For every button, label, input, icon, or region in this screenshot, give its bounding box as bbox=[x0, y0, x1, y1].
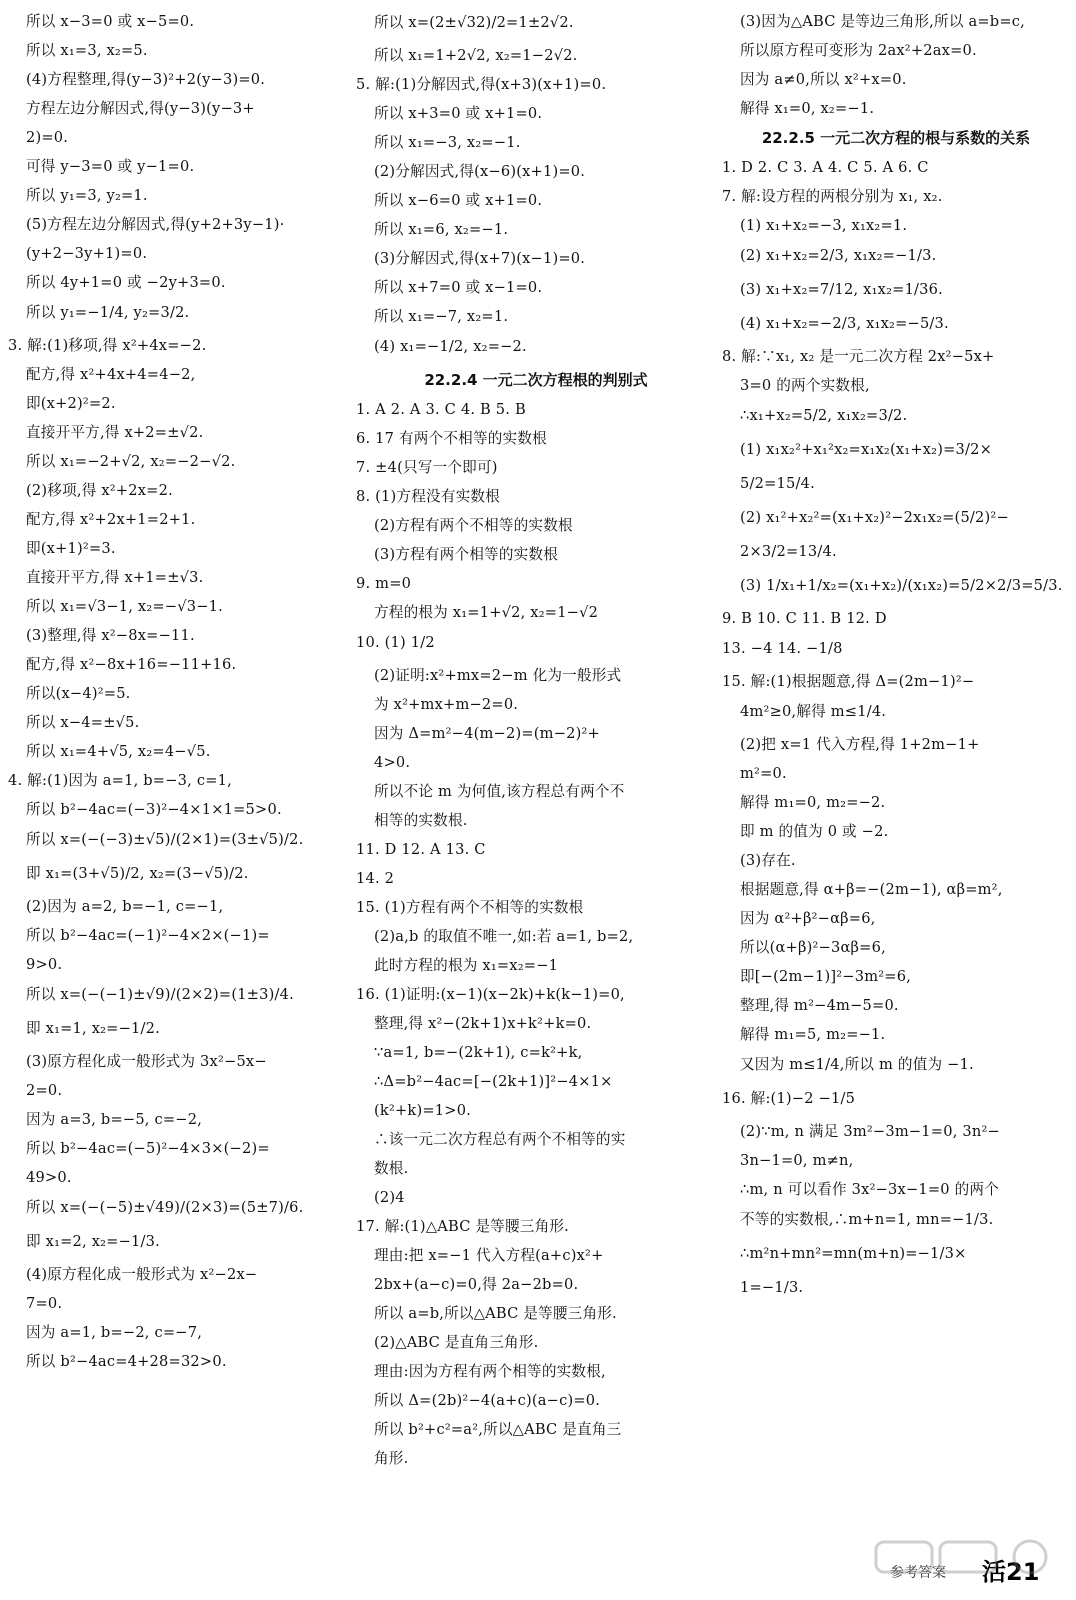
answer-line: 整理,得 x²−(2k+1)x+k²+k=0. bbox=[374, 1015, 592, 1032]
answer-line: 所以 b²−4ac=4+28=32>0. bbox=[26, 1353, 227, 1370]
answer-line: 9. m=0 bbox=[356, 575, 412, 592]
answer-line: (2)△ABC 是直角三角形. bbox=[374, 1334, 539, 1351]
answer-line: 直接开平方,得 x+2=±√2. bbox=[26, 424, 204, 441]
answer-line: 配方,得 x²−8x+16=−11+16. bbox=[26, 656, 237, 673]
answer-line: 2bx+(a−c)=0,得 2a−2b=0. bbox=[374, 1276, 579, 1293]
answer-line: 所以原方程可变形为 2ax²+2ax=0. bbox=[740, 42, 977, 59]
answer-line: 所以 x−3=0 或 x−5=0. bbox=[26, 13, 195, 30]
answer-line: (2)∵m, n 满足 3m²−3m−1=0, 3n²− bbox=[740, 1123, 1000, 1140]
answer-line: 7. ±4(只写一个即可) bbox=[356, 459, 498, 476]
footer-label: 参考答案 bbox=[890, 1565, 946, 1581]
answer-line: 所以 x₁=3, x₂=5. bbox=[26, 42, 148, 59]
answer-line: 所以 b²−4ac=(−1)²−4×2×(−1)= bbox=[26, 927, 270, 944]
answer-line: 1=−1/3. bbox=[740, 1279, 804, 1296]
answer-line: 17. 解:(1)△ABC 是等腰三角形. bbox=[356, 1218, 569, 1235]
answer-line: 所以 x−4=±√5. bbox=[26, 714, 140, 731]
answer-line: 所以 y₁=−1/4, y₂=3/2. bbox=[26, 304, 190, 321]
answer-line: 3n−1=0, m≠n, bbox=[740, 1152, 854, 1169]
answer-line: 所以 b²−4ac=(−3)²−4×1×1=5>0. bbox=[26, 801, 282, 818]
answer-line: (2)把 x=1 代入方程,得 1+2m−1+ bbox=[740, 736, 980, 753]
answer-line: 解得 m₁=5, m₂=−1. bbox=[740, 1026, 886, 1043]
answer-line: 相等的实数根. bbox=[374, 812, 468, 829]
answer-line: (3) 1/x₁+1/x₂=(x₁+x₂)/(x₁x₂)=5/2×2/3=5/3. bbox=[740, 577, 1063, 594]
section-heading: 22.2.4 一元二次方程根的判别式 bbox=[424, 371, 648, 389]
answer-line: 6. 17 有两个不相等的实数根 bbox=[356, 430, 547, 447]
answer-line: 所以(x−4)²=5. bbox=[26, 685, 131, 702]
answer-line: 11. D 12. A 13. C bbox=[356, 841, 486, 858]
watermark-logo bbox=[870, 1538, 1070, 1594]
answer-line: 因为 Δ=m²−4(m−2)=(m−2)²+ bbox=[374, 725, 600, 742]
answer-line: ∴m²n+mn²=mn(m+n)=−1/3× bbox=[740, 1245, 967, 1262]
answer-line: 所以 a=b,所以△ABC 是等腰三角形. bbox=[374, 1305, 617, 1322]
answer-line: 即[−(2m−1)]²−3m²=6, bbox=[740, 968, 912, 985]
answer-line: 14. 2 bbox=[356, 870, 395, 887]
answer-line: 根据题意,得 α+β=−(2m−1), αβ=m², bbox=[740, 881, 1003, 898]
answer-line: (2)证明:x²+mx=2−m 化为一般形式 bbox=[374, 667, 622, 684]
answer-line: 又因为 m≤1/4,所以 m 的值为 −1. bbox=[740, 1056, 974, 1073]
answer-line: 1. A 2. A 3. C 4. B 5. B bbox=[356, 401, 526, 418]
answer-line: 即 x₁=(3+√5)/2, x₂=(3−√5)/2. bbox=[26, 865, 249, 882]
answer-line: 所以 b²+c²=a²,所以△ABC 是直角三 bbox=[374, 1421, 622, 1438]
watermark-stamp-icon bbox=[870, 1538, 1070, 1594]
answer-line: ∵a=1, b=−(2k+1), c=k²+k, bbox=[374, 1044, 583, 1061]
answer-line: (3)分解因式,得(x+7)(x−1)=0. bbox=[374, 250, 586, 267]
answer-line: 所以 y₁=3, y₂=1. bbox=[26, 187, 148, 204]
answer-line: 理由:因为方程有两个相等的实数根, bbox=[374, 1363, 606, 1380]
answer-line: (2)分解因式,得(x−6)(x+1)=0. bbox=[374, 163, 586, 180]
answer-line: 所以 x+7=0 或 x−1=0. bbox=[374, 279, 543, 296]
answer-line: 所以 x+3=0 或 x+1=0. bbox=[374, 105, 543, 122]
answer-line: 可得 y−3=0 或 y−1=0. bbox=[26, 158, 195, 175]
answer-line: 4m²≥0,解得 m≤1/4. bbox=[740, 703, 887, 720]
answer-line: 所以 x−6=0 或 x+1=0. bbox=[374, 192, 543, 209]
answer-line: 16. 解:(1)−2 −1/5 bbox=[722, 1090, 856, 1107]
answer-line: 5/2=15/4. bbox=[740, 475, 815, 492]
answer-line: 为 x²+mx+m−2=0. bbox=[374, 696, 519, 713]
answer-line: 即(x+1)²=3. bbox=[26, 540, 116, 557]
answer-line: 15. (1)方程有两个不相等的实数根 bbox=[356, 899, 584, 916]
answer-line: 10. (1) 1/2 bbox=[356, 634, 435, 651]
answer-line: 直接开平方,得 x+1=±√3. bbox=[26, 569, 204, 586]
answer-line: ∴m, n 可以看作 3x²−3x−1=0 的两个 bbox=[740, 1181, 1000, 1198]
answer-line: 16. (1)证明:(x−1)(x−2k)+k(k−1)=0, bbox=[356, 986, 625, 1003]
answer-line: ∴x₁+x₂=5/2, x₁x₂=3/2. bbox=[740, 407, 908, 424]
answer-line: 不等的实数根,∴m+n=1, mn=−1/3. bbox=[740, 1211, 994, 1228]
answer-line: 2)=0. bbox=[26, 129, 69, 146]
answer-line: 所以 x=(2±√32)/2=1±2√2. bbox=[374, 14, 574, 31]
answer-line: (2)a,b 的取值不唯一,如:若 a=1, b=2, bbox=[374, 928, 634, 945]
answer-line: 理由:把 x=−1 代入方程(a+c)x²+ bbox=[374, 1247, 604, 1264]
answer-line: 所以 x₁=−2+√2, x₂=−2−√2. bbox=[26, 453, 236, 470]
answer-line: 配方,得 x²+2x+1=2+1. bbox=[26, 511, 196, 528]
answer-line: 因为 a≠0,所以 x²+x=0. bbox=[740, 71, 907, 88]
answer-line: 5. 解:(1)分解因式,得(x+3)(x+1)=0. bbox=[356, 76, 607, 93]
answer-line: 8. 解:∵x₁, x₂ 是一元二次方程 2x²−5x+ bbox=[722, 348, 995, 365]
answer-line: 所以 4y+1=0 或 −2y+3=0. bbox=[26, 274, 226, 291]
answer-line: 即 x₁=2, x₂=−1/3. bbox=[26, 1233, 160, 1250]
answer-line: 方程左边分解因式,得(y−3)(y−3+ bbox=[26, 100, 255, 117]
page-number: 活21 bbox=[982, 1558, 1040, 1586]
answer-line: (2)移项,得 x²+2x=2. bbox=[26, 482, 173, 499]
answer-line: 3=0 的两个实数根, bbox=[740, 377, 870, 394]
answer-line: 即(x+2)²=2. bbox=[26, 395, 116, 412]
answer-line: 因为 a=1, b=−2, c=−7, bbox=[26, 1324, 203, 1341]
answer-line: 所以(α+β)²−3αβ=6, bbox=[740, 939, 886, 956]
answer-line: (4) x₁+x₂=−2/3, x₁x₂=−5/3. bbox=[740, 315, 949, 332]
answer-line: 1. D 2. C 3. A 4. C 5. A 6. C bbox=[722, 159, 929, 176]
answer-line: 8. (1)方程没有实数根 bbox=[356, 488, 500, 505]
answer-line: 所以 b²−4ac=(−5)²−4×3×(−2)= bbox=[26, 1140, 270, 1157]
answer-line: 解得 x₁=0, x₂=−1. bbox=[740, 100, 875, 117]
answer-line: (1) x₁x₂²+x₁²x₂=x₁x₂(x₁+x₂)=3/2× bbox=[740, 441, 993, 458]
answer-line: 数根. bbox=[374, 1160, 409, 1177]
answer-line: 2=0. bbox=[26, 1082, 63, 1099]
answer-line: (3)因为△ABC 是等边三角形,所以 a=b=c, bbox=[740, 13, 1025, 30]
answer-column-1 bbox=[8, 14, 353, 1383]
answer-line: 所以 x₁=−7, x₂=1. bbox=[374, 308, 509, 325]
answer-column-3 bbox=[722, 14, 1070, 1313]
answer-line: 即 m 的值为 0 或 −2. bbox=[740, 823, 889, 840]
answer-line: ∴Δ=b²−4ac=[−(2k+1)]²−4×1× bbox=[374, 1073, 613, 1090]
answer-line: ∴该一元二次方程总有两个不相等的实 bbox=[374, 1131, 626, 1148]
answer-line: 整理,得 m²−4m−5=0. bbox=[740, 997, 899, 1014]
answer-line: (2)4 bbox=[374, 1189, 405, 1206]
answer-line: 所以 x₁=−3, x₂=−1. bbox=[374, 134, 521, 151]
answer-line: m²=0. bbox=[740, 765, 787, 782]
answer-line: 因为 a=3, b=−5, c=−2, bbox=[26, 1111, 203, 1128]
answer-line: (k²+k)=1>0. bbox=[374, 1102, 472, 1119]
answer-line: 9>0. bbox=[26, 956, 63, 973]
answer-line: 所以 x₁=1+2√2, x₂=1−2√2. bbox=[374, 47, 578, 64]
answer-line: 所以不论 m 为何值,该方程总有两个不 bbox=[374, 783, 625, 800]
answer-line: 角形. bbox=[374, 1450, 409, 1467]
answer-line: 4>0. bbox=[374, 754, 411, 771]
answer-line: (2)因为 a=2, b=−1, c=−1, bbox=[26, 898, 224, 915]
section-heading: 22.2.5 一元二次方程的根与系数的关系 bbox=[761, 129, 1031, 147]
answer-line: (2) x₁²+x₂²=(x₁+x₂)²−2x₁x₂=(5/2)²− bbox=[740, 509, 1009, 526]
answer-line: 即 x₁=1, x₂=−1/2. bbox=[26, 1020, 160, 1037]
answer-line: (3)整理,得 x²−8x=−11. bbox=[26, 627, 195, 644]
answer-line: (4)原方程化成一般形式为 x²−2x− bbox=[26, 1266, 258, 1283]
answer-line: (4) x₁=−1/2, x₂=−2. bbox=[374, 338, 527, 355]
answer-line: (3)原方程化成一般形式为 3x²−5x− bbox=[26, 1053, 267, 1070]
answer-line: (4)方程整理,得(y−3)²+2(y−3)=0. bbox=[26, 71, 266, 88]
answer-line: 所以 x=(−(−5)±√49)/(2×3)=(5±7)/6. bbox=[26, 1199, 304, 1216]
answer-line: 9. B 10. C 11. B 12. D bbox=[722, 610, 887, 627]
answer-line: (2)方程有两个不相等的实数根 bbox=[374, 517, 573, 534]
answer-line: 因为 α²+β²−αβ=6, bbox=[740, 910, 876, 927]
answer-line: 所以 x₁=6, x₂=−1. bbox=[374, 221, 509, 238]
answer-line: 所以 Δ=(2b)²−4(a+c)(a−c)=0. bbox=[374, 1392, 601, 1409]
answer-line: (3) x₁+x₂=7/12, x₁x₂=1/36. bbox=[740, 281, 943, 298]
answer-line: 解得 m₁=0, m₂=−2. bbox=[740, 794, 886, 811]
answer-line: (2) x₁+x₂=2/3, x₁x₂=−1/3. bbox=[740, 247, 937, 264]
answer-line: 所以 x₁=√3−1, x₂=−√3−1. bbox=[26, 598, 223, 615]
answer-line: (5)方程左边分解因式,得(y+2+3y−1)· bbox=[26, 216, 285, 233]
answer-line: 3. 解:(1)移项,得 x²+4x=−2. bbox=[8, 337, 207, 354]
answer-line: 7=0. bbox=[26, 1295, 63, 1312]
answer-line: 所以 x=(−(−1)±√9)/(2×2)=(1±3)/4. bbox=[26, 986, 294, 1003]
answer-line: 2×3/2=13/4. bbox=[740, 543, 837, 560]
answer-line: 7. 解:设方程的两根分别为 x₁, x₂. bbox=[722, 188, 943, 205]
answer-line: (y+2−3y+1)=0. bbox=[26, 245, 148, 262]
answer-line: 15. 解:(1)根据题意,得 Δ=(2m−1)²− bbox=[722, 673, 975, 690]
answer-line: 所以 x₁=4+√5, x₂=4−√5. bbox=[26, 743, 211, 760]
answer-line: 4. 解:(1)因为 a=1, b=−3, c=1, bbox=[8, 772, 232, 789]
answer-line: (1) x₁+x₂=−3, x₁x₂=1. bbox=[740, 217, 908, 234]
answer-line: 49>0. bbox=[26, 1169, 72, 1186]
answer-line: 配方,得 x²+4x+4=4−2, bbox=[26, 366, 196, 383]
answer-line: (3)存在. bbox=[740, 852, 796, 869]
answer-line: 13. −4 14. −1/8 bbox=[722, 640, 843, 657]
answer-column-2 bbox=[356, 14, 716, 1480]
answer-line: (3)方程有两个相等的实数根 bbox=[374, 546, 559, 563]
answer-line: 方程的根为 x₁=1+√2, x₂=1−√2 bbox=[374, 604, 599, 621]
answer-line: 所以 x=(−(−3)±√5)/(2×1)=(3±√5)/2. bbox=[26, 831, 304, 848]
answer-line: 此时方程的根为 x₁=x₂=−1 bbox=[374, 957, 559, 974]
